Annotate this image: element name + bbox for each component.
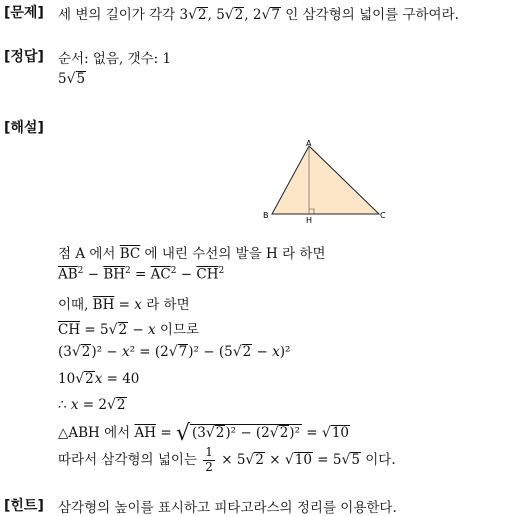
triangle-figure: [258, 138, 388, 224]
solution-line-9: 따라서 삼각형의 넓이는 $\frac{1}{2}$ × 5√2 × √10 = 5√5 이다.: [58, 445, 396, 474]
fraction-one-half: $\frac{1}{2}$: [205, 445, 213, 474]
vertex-a-label: A: [306, 139, 312, 148]
problem-label: [문제]: [4, 5, 44, 21]
vertex-b-label: B: [263, 211, 269, 220]
problem-text: 세 변의 길이가 각각 3√2, 5√2, 2√7 인 삼각형의 넓이를 구하여라.: [58, 7, 459, 23]
solution-line-5: (3√2)² − x² = (2√7)² − (5√2 − x)²: [58, 344, 291, 360]
vertex-c-label: C: [380, 211, 386, 220]
solution-line-3: 이때, $\overline{BH} = x$ 라 하면: [58, 297, 190, 313]
hint-label: [힌트]: [4, 498, 44, 514]
foot-h-label: H: [306, 216, 313, 224]
answer-value: 5√5: [58, 71, 86, 87]
solution-line-4: $\overline{CH} = 5√2 - x$ 이므로: [58, 322, 200, 338]
solution-line-2: $\overline{AB}^2 - \overline{BH}^2 = \overline{AC}^2 - \overline{CH}^2$: [58, 266, 225, 283]
solution-line-7: ∴ x = 2√2: [58, 397, 126, 413]
solution-line-6: 10√2x = 40: [58, 371, 140, 387]
answer-meta: 순서: 없음, 갯수: 1: [58, 51, 172, 67]
hint-text: 삼각형의 높이를 표시하고 피타고라스의 정리를 이용한다.: [58, 500, 397, 516]
answer-label: [정답]: [4, 49, 44, 65]
solution-line-1: 점 A 에서 $\overline{BC}$ 에 내린 수선의 발을 H 라 하면: [58, 246, 326, 262]
solution-line-8: △ABH 에서 $\overline{AH}$ = √ (3√2)² − (2√2)² = √10: [58, 421, 349, 446]
solution-label: [해설]: [4, 120, 44, 136]
triangle-shape: [272, 146, 379, 214]
